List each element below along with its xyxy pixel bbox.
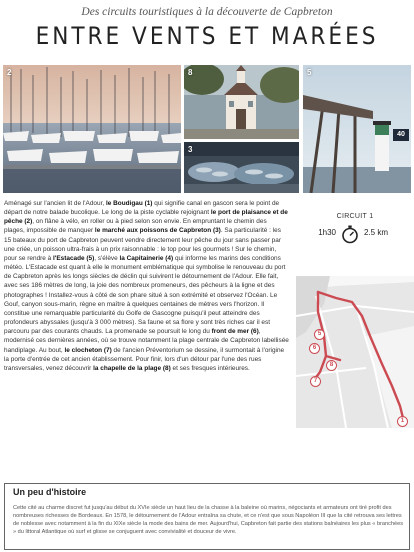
circuit-distance: 2.5 km bbox=[364, 228, 389, 237]
article-highlight: front de mer (6) bbox=[211, 328, 259, 336]
history-title: Un peu d'histoire bbox=[13, 487, 87, 497]
circuit-duration: 1h30 bbox=[318, 228, 336, 237]
photo-number-2: 2 bbox=[7, 68, 12, 77]
article-highlight: l'Estacade (5) bbox=[53, 254, 95, 262]
circuit-label: CIRCUIT 1 bbox=[336, 213, 374, 220]
map-marker-1: 1 bbox=[397, 416, 408, 427]
photo-number-5: 5 bbox=[307, 68, 312, 77]
circuit-map bbox=[296, 276, 414, 428]
stopwatch-icon bbox=[340, 224, 360, 244]
article-text-run: et ses fresques intérieures. bbox=[170, 364, 250, 372]
page-title: ENTRE VENTS ET MARÉES bbox=[35, 22, 379, 50]
map-marker-5: 5 bbox=[314, 329, 325, 340]
article-text-run: qui signifie canal en gascon sera le point de départ de notre balade bucolique. Le long de la piste cyclable rejoignant bbox=[4, 200, 280, 217]
article-highlight: le clocheton (7) bbox=[64, 346, 112, 354]
article-highlight: le Boudigau (1) bbox=[105, 200, 153, 207]
photo-marina bbox=[3, 65, 181, 193]
page-subtitle: Des circuits touristiques à la découverte de Capbreton bbox=[81, 6, 333, 18]
article-text-run: , modernisé ces dernières années, où se trouve notamment la plage centrale de Capbreton labellisée handiplage. Au bout, bbox=[4, 328, 289, 354]
article-text-run: , s'élève bbox=[94, 254, 120, 262]
article-text-run: qui informe les marins des conditions météo. L'Estacade est quant à elle le monument emblématique qui symbolise le renouveau du port de Capbreton après les longs siècles de déclin qui suivirent le détournement de l'Adour. Elle fait, avec ses 186 mètres de long, la joie des nombreux promeneurs, des pêcheurs à la ligne et des photographes ! Installez-vous à côté de son phare situé à son extrémité et observez l'Océan. Le Gouf, canyon sous-marin, règne en maître à quelques centaines de mètres vers l'horizon. Il constitue une remarquable particularité du Golfe de Gascogne puisqu'il peut atteindre des profondeurs abyssales (jusqu'à 3 000 mètres). Sa faune et sa flore y sont très riches car il est parcouru par des courants chauds. La promenade se poursuit le long du bbox=[4, 254, 286, 336]
article-highlight: la chapelle de la plage (8) bbox=[93, 364, 171, 372]
photo-estacade bbox=[303, 65, 411, 193]
photo-number-8: 8 bbox=[188, 68, 193, 77]
photo-number-3: 3 bbox=[188, 145, 193, 154]
map-marker-8: 8 bbox=[326, 360, 337, 371]
photo-chapel bbox=[184, 65, 299, 139]
history-box bbox=[4, 483, 410, 550]
history-text: Cette cité au charme discret fut jusqu'au début du XVIe siècle un haut lieu de la chasse à la baleine où marins, négociants et armateurs ont tiré profit des nombreuses richesses de Bordeaux. En 1578, le détournement de l'Adour entraîna sa chute, et ce n'est que sous Napoléon III que la cité retrouva ses lettres de noblesse avec notamment à la fin du XIXe siècle la mode des bains de mer. Aujourd'hui, Capbreton fait partie des stations balnéaires les plus « branchées » du littoral Atlantique où surf et glisse se conjuguent avec convivialité et douceur de vivre. bbox=[13, 505, 404, 536]
photo-fish-market bbox=[184, 142, 299, 193]
map-marker-6: 6 bbox=[309, 343, 320, 354]
map-marker-7: 7 bbox=[310, 376, 321, 387]
photo-sign-number: 40 bbox=[397, 131, 405, 138]
article-text-run: . Sa particularité : les 15 bateaux du port de Capbreton peuvent vendre directement leur pêche du jour sans passer par une criée, un poisson ultra-frais à un prix raisonnable : le top pour les gourmets ! Sur le chemin, pour se rendre à bbox=[4, 227, 281, 262]
article-text-run: de l'ancien Préventorium se dessine, il surmontait à l'origine la porte d'entrée de cet ancien établissement. Pour finir, lors d'un détour par l'une des rues transversales, venez découvrir bbox=[4, 346, 285, 372]
article-text-run: , on flâne à vélo, en roller ou à pied selon son envie. En empruntant le chemin des plages, impossible de manquer bbox=[4, 218, 267, 235]
article-body bbox=[4, 199, 289, 373]
article-highlight: la Capitainerie (4) bbox=[119, 254, 174, 262]
article-text-run: Aménagé sur l'ancien lit de l'Adour, bbox=[4, 200, 106, 207]
article-highlight: le marché aux poissons de Capbreton (3) bbox=[94, 227, 221, 235]
article-highlight: le port de plaisance et de pêche (2) bbox=[4, 209, 288, 226]
